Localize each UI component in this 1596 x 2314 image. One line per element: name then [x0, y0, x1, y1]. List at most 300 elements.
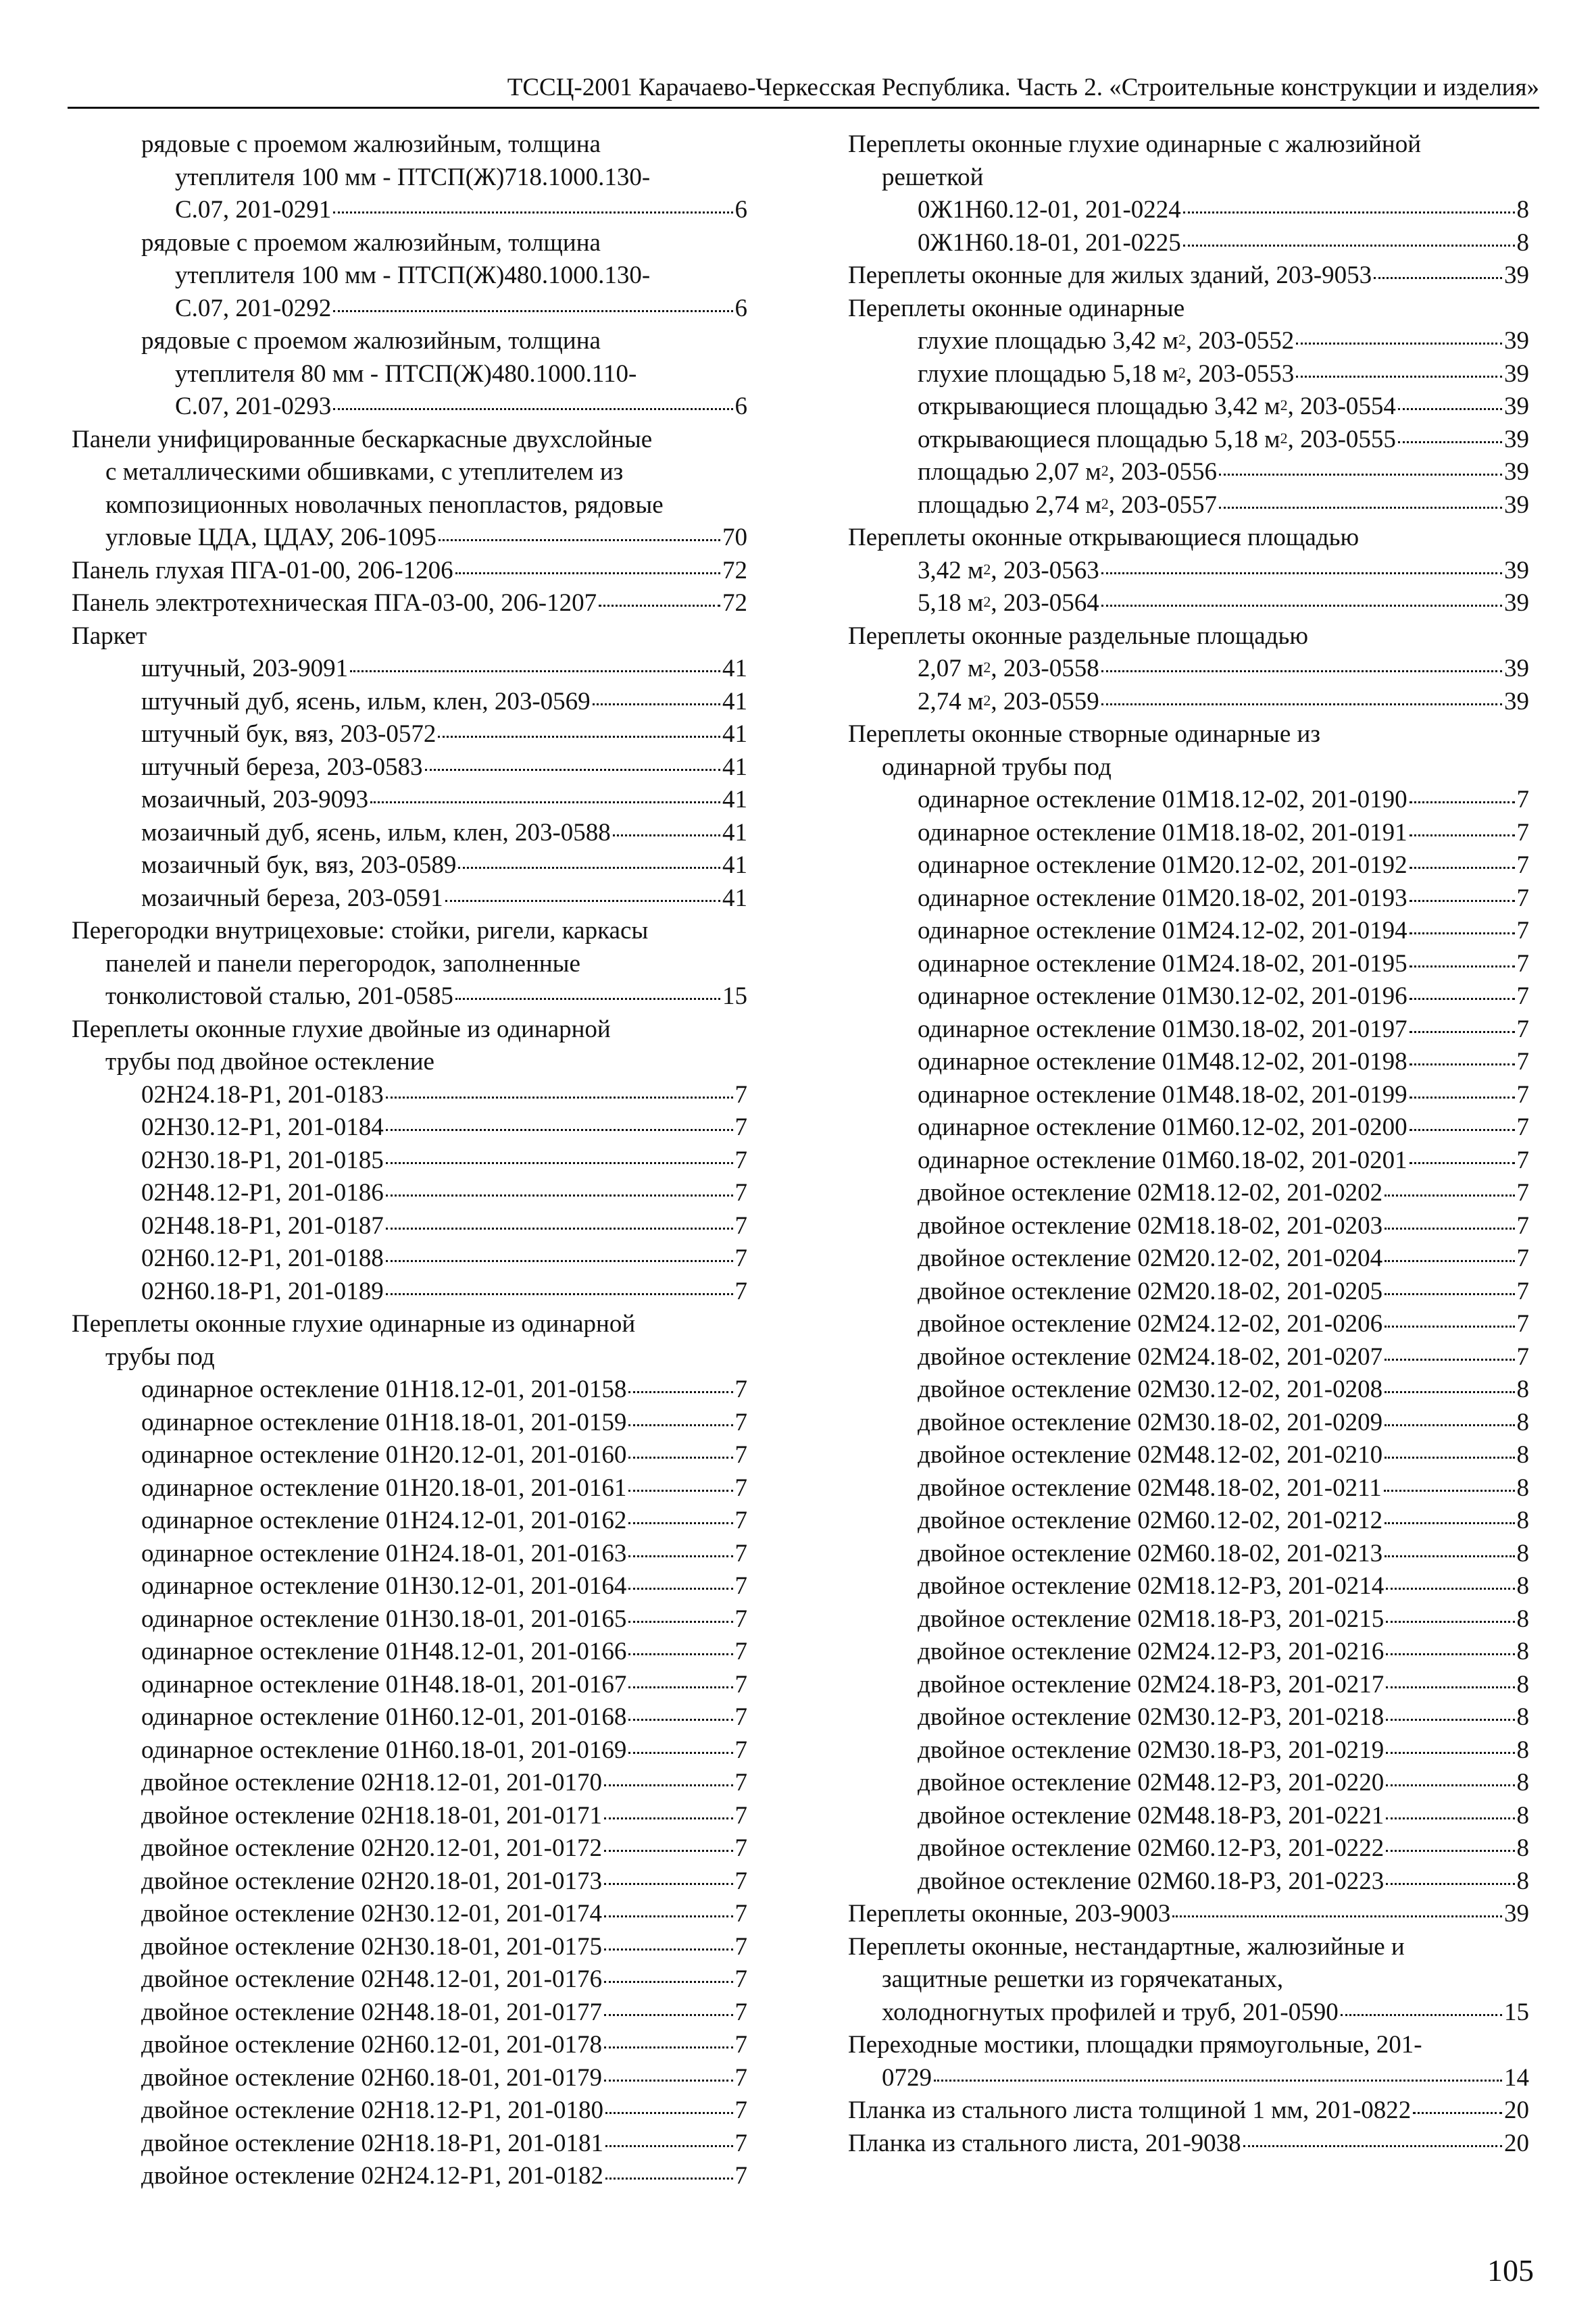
dot-leader [1385, 1555, 1514, 1557]
entry-text: одинарное остекление 01Н60.12-01, 201-0168 [141, 1703, 627, 1731]
index-entry [72, 1963, 747, 1996]
entry-page: 7 [734, 1801, 747, 1830]
index-entry [848, 194, 1529, 227]
dot-leader [1385, 1194, 1514, 1197]
index-entry [72, 2062, 747, 2095]
index-entry [72, 1538, 747, 1571]
index-entry [848, 980, 1529, 1013]
entry-page: 8 [1516, 1736, 1529, 1764]
index-entry [848, 587, 1529, 620]
dot-leader [628, 1555, 732, 1557]
dot-leader [386, 1097, 733, 1099]
dot-leader [1385, 1326, 1514, 1328]
entry-page: 7 [734, 1507, 747, 1534]
entry-text: одинарное остекление 01Н20.18-01, 201-0161 [141, 1474, 627, 1502]
entry-page: 7 [1516, 1310, 1529, 1338]
entry-text: двойное остекление 02М18.12-Р3, 201-0214 [918, 1572, 1385, 1600]
entry-page: 39 [1504, 359, 1529, 388]
dot-leader [604, 2014, 733, 2016]
index-entry [72, 227, 747, 326]
entry-text: двойное остекление 02Н24.12-Р1, 201-0182 [141, 2162, 604, 2190]
entry-text: 02Н30.18-Р1, 201-0185 [141, 1146, 384, 1174]
entry-page: 8 [1516, 1703, 1529, 1731]
entry-page: 41 [722, 687, 747, 715]
index-entry [848, 686, 1529, 719]
entry-page: 8 [1516, 1408, 1529, 1436]
entry-text: рядовые с проемом жалюзийным, толщина [141, 327, 601, 355]
entry-page: 7 [1516, 949, 1529, 978]
entry-page: 41 [722, 851, 747, 879]
index-entry [72, 555, 747, 588]
entry-text: одинарное остекление 01Н18.18-01, 201-0159 [141, 1408, 627, 1436]
index-entry [72, 1013, 747, 1079]
dot-leader [370, 801, 720, 803]
entry-page: 15 [1504, 1998, 1529, 2026]
index-entry [72, 1439, 747, 1472]
index-entry [848, 1832, 1529, 1865]
entry-page: 41 [722, 720, 747, 748]
entry-page: 8 [1516, 1801, 1529, 1830]
entry-text: 02Н48.12-Р1, 201-0186 [141, 1179, 384, 1207]
dot-leader [333, 310, 732, 312]
index-entry [848, 817, 1529, 850]
entry-text: одинарное остекление 01М24.12-02, 201-0194 [918, 917, 1407, 945]
entry-text: одинарное остекление 01Н48.12-01, 201-0166 [141, 1638, 627, 1665]
index-entry [848, 1046, 1529, 1079]
entry-page: 7 [1516, 1342, 1529, 1371]
entry-text: 02Н48.18-Р1, 201-0187 [141, 1211, 384, 1240]
dot-leader [1172, 1915, 1502, 1917]
entry-text: одинарное остекление 01Н20.12-01, 201-0160 [141, 1441, 627, 1469]
dot-leader [1219, 507, 1502, 509]
entry-text: 02Н24.18-Р1, 201-0183 [141, 1080, 384, 1109]
entry-text: рядовые с проемом жалюзийным, толщина [141, 228, 601, 257]
index-entry [848, 1931, 1529, 2030]
entry-page: 7 [734, 2031, 747, 2059]
dot-leader [1341, 2014, 1502, 2016]
entry-text: Планка из стального листа толщиной 1 мм, 201-0822 [848, 2096, 1412, 2124]
dot-leader [1385, 1293, 1514, 1295]
index-entry [72, 1996, 747, 2030]
entry-page: 7 [1516, 917, 1529, 945]
dot-leader [1410, 801, 1515, 803]
dot-leader [439, 539, 720, 541]
entry-text: одинарное остекление 01М60.12-02, 201-0200 [918, 1113, 1407, 1141]
dot-leader [604, 1948, 733, 1951]
entry-text: Панель электротехническая ПГА-03-00, 206-1207 [72, 589, 597, 617]
index-entry [848, 325, 1529, 358]
dot-leader [1296, 376, 1502, 378]
entry-text: одинарное остекление 01М20.12-02, 201-0192 [918, 851, 1407, 879]
entry-page: 8 [1516, 196, 1529, 224]
entry-page: 72 [722, 556, 747, 584]
index-entry [72, 1636, 747, 1669]
entry-page: 41 [722, 655, 747, 682]
dot-leader [604, 1883, 733, 1885]
entry-text: двойное остекление 02М48.18-02, 201-0211 [918, 1474, 1382, 1502]
index-entry [72, 1767, 747, 1800]
index-entry [848, 718, 1529, 784]
entry-text: мозаичный дуб, ясень, ильм, клен, 203-0588 [141, 818, 611, 847]
index-entry [72, 1832, 747, 1865]
index-entry [72, 1472, 747, 1505]
dot-leader [1410, 932, 1515, 934]
entry-text: одинарное остекление 01Н30.18-01, 201-0165 [141, 1605, 627, 1633]
entry-text: мозаичный, 203-9093 [141, 786, 369, 813]
entry-page: 7 [734, 1080, 747, 1109]
entry-page: 7 [734, 2162, 747, 2190]
dot-leader [604, 1784, 733, 1786]
entry-text: глухие площадью 3,42 $м^2$, 203-0552 [918, 327, 1295, 355]
entry-text: одинарное остекление 01Н60.18-01, 201-0169 [141, 1736, 627, 1764]
index-entry [848, 849, 1529, 882]
dot-leader [628, 1588, 732, 1590]
entry-text: утеплителя 80 мм - ПТСП(Ж)480.1000.110- [175, 359, 637, 388]
entry-text: 5,18 $м^2$, 203-0564 [918, 589, 1099, 617]
index-entry [848, 1800, 1529, 1833]
index-entry [72, 2128, 747, 2161]
entry-text: двойное остекление 02М48.12-02, 201-0210 [918, 1441, 1383, 1469]
index-entry [72, 1898, 747, 1931]
dot-leader [1385, 1424, 1514, 1426]
entry-text: двойное остекление 02М20.18-02, 201-0205 [918, 1277, 1383, 1305]
entry-text: утеплителя 100 мм - ПТСП(Ж)480.1000.130- [175, 261, 651, 289]
entry-page: 39 [1504, 425, 1529, 453]
entry-text: одинарное остекление 01М18.12-02, 201-0190 [918, 786, 1407, 813]
index-entry [848, 1210, 1529, 1243]
entry-page: 7 [734, 2129, 747, 2157]
index-entry [848, 1701, 1529, 1734]
entry-page: 7 [1516, 1277, 1529, 1305]
dot-leader [386, 1260, 733, 1262]
entry-page: 72 [722, 589, 747, 617]
dot-leader [1386, 1653, 1514, 1655]
entry-text: холодногнутых профилей и труб, 201-0590 [882, 1998, 1339, 2026]
dot-leader [1219, 474, 1502, 476]
entry-page: 8 [1516, 1507, 1529, 1534]
dot-leader [604, 2080, 733, 2082]
entry-text: мозаичный бук, вяз, 203-0589 [141, 851, 457, 879]
entry-page: 41 [722, 884, 747, 912]
dot-leader [1374, 277, 1502, 279]
dot-leader [628, 1424, 732, 1426]
entry-text: Переплеты оконные открывающиеся площадью [848, 524, 1360, 551]
index-entry [72, 1734, 747, 1767]
entry-text: двойное остекление 02М30.12-Р3, 201-0218 [918, 1703, 1385, 1731]
entry-text: двойное остекление 02М24.12-02, 201-0206 [918, 1310, 1383, 1338]
entry-text: 2,74 $м^2$, 203-0559 [918, 687, 1099, 715]
entry-text: одинарное остекление 01Н24.12-01, 201-0162 [141, 1507, 627, 1534]
entry-page: 7 [734, 1113, 747, 1141]
dot-leader [1101, 703, 1502, 705]
index-entry [848, 1669, 1529, 1702]
entry-page: 8 [1516, 1867, 1529, 1895]
index-entry [848, 555, 1529, 588]
index-entry [848, 259, 1529, 293]
entry-page: 39 [1504, 393, 1529, 420]
entry-text: двойное остекление 02М18.18-02, 201-0203 [918, 1211, 1383, 1240]
dot-leader [350, 670, 720, 672]
entry-text: Переплеты оконные глухие двойные из одинарной [72, 1015, 611, 1043]
entry-text: одинарное остекление 01Н48.18-01, 201-0167 [141, 1670, 627, 1699]
entry-text: двойное остекление 02М48.18-Р3, 201-0221 [918, 1801, 1385, 1830]
entry-text: двойное остекление 02М30.12-02, 201-0208 [918, 1376, 1383, 1403]
entry-text: одинарное остекление 01М48.12-02, 201-0198 [918, 1048, 1407, 1076]
dot-leader [628, 1752, 732, 1754]
entry-page: 70 [722, 524, 747, 551]
entry-page: 7 [1516, 1146, 1529, 1174]
entry-page: 15 [722, 982, 747, 1010]
entry-text: двойное остекление 02Н30.18-01, 201-0175 [141, 1932, 602, 1961]
entry-page: 20 [1504, 2096, 1529, 2124]
entry-page: 6 [734, 393, 747, 420]
entry-page: 7 [734, 1932, 747, 1961]
entry-page: 39 [1504, 589, 1529, 617]
index-entry [848, 2094, 1529, 2128]
entry-page: 7 [734, 1605, 747, 1633]
entry-page: 8 [1516, 1605, 1529, 1633]
entry-text: Паркет [72, 622, 147, 650]
entry-text: одинарное остекление 01М48.18-02, 201-0199 [918, 1080, 1407, 1109]
dot-leader [386, 1228, 733, 1230]
dot-leader [455, 572, 720, 574]
index-entry [848, 1636, 1529, 1669]
index-entry [848, 2029, 1529, 2094]
index-entry [72, 1800, 747, 1833]
dot-leader [604, 1850, 733, 1852]
index-entry [848, 1439, 1529, 1472]
index-entry [848, 522, 1529, 555]
dot-leader [628, 1490, 732, 1492]
index-entry [72, 686, 747, 719]
entry-text: Переплеты оконные створные одинарные из [848, 720, 1320, 748]
index-entry [848, 1505, 1529, 1538]
entry-text: панелей и панели перегородок, заполненные [105, 949, 580, 978]
dot-leader [1386, 1883, 1514, 1885]
entry-page: 7 [1516, 884, 1529, 912]
entry-text: двойное остекление 02М18.12-02, 201-0202 [918, 1179, 1383, 1207]
dot-leader [1386, 1621, 1514, 1623]
dot-leader [1243, 2145, 1502, 2147]
index-entry [72, 1308, 747, 1374]
entry-page: 7 [734, 1736, 747, 1764]
entry-page: 7 [734, 1146, 747, 1174]
entry-text: одинарной трубы под [882, 753, 1112, 781]
index-entry [848, 1111, 1529, 1145]
dot-leader [1386, 1719, 1514, 1721]
dot-leader [1410, 1031, 1515, 1033]
index-entry [72, 751, 747, 784]
index-entry [848, 1145, 1529, 1178]
dot-leader [628, 1621, 732, 1623]
index-entry [72, 2094, 747, 2128]
dot-leader [1410, 1063, 1515, 1065]
entry-text: рядовые с проемом жалюзийным, толщина [141, 130, 601, 158]
entry-text: двойное остекление 02М60.18-02, 201-0213 [918, 1539, 1383, 1567]
index-entry [72, 882, 747, 915]
dot-leader [613, 834, 720, 836]
index-entry [72, 424, 747, 555]
index-entry [848, 1374, 1529, 1407]
index-entry [848, 1013, 1529, 1047]
entry-page: 7 [734, 1965, 747, 1993]
entry-page: 7 [734, 1867, 747, 1895]
index-entry [848, 948, 1529, 981]
dot-leader [1385, 1391, 1514, 1393]
dot-leader [1183, 211, 1515, 213]
dot-leader [1385, 1522, 1514, 1524]
entry-text: 3,42 $м^2$, 203-0563 [918, 556, 1099, 584]
entry-page: 7 [1516, 1179, 1529, 1207]
index-entry [72, 1111, 747, 1145]
index-entry [848, 1242, 1529, 1276]
entry-page: 7 [1516, 1211, 1529, 1240]
entry-page: 8 [1516, 1441, 1529, 1469]
index-entry [72, 128, 747, 227]
entry-page: 41 [722, 753, 747, 781]
entry-page: 8 [1516, 1572, 1529, 1600]
entry-page: 8 [1516, 1376, 1529, 1403]
entry-text: Переплеты оконные для жилых зданий, 203-9053 [848, 261, 1372, 289]
entry-page: 39 [1504, 327, 1529, 355]
entry-page: 20 [1504, 2129, 1529, 2157]
entry-text: одинарное остекление 01М20.18-02, 201-0193 [918, 884, 1407, 912]
index-entry [848, 1079, 1529, 1112]
dot-leader [458, 867, 720, 869]
dot-leader [1385, 1228, 1514, 1230]
entry-text: площадью 2,07 $м^2$, 203-0556 [918, 458, 1218, 486]
entry-page: 8 [1516, 1769, 1529, 1796]
entry-text: трубы под [105, 1342, 215, 1371]
entry-text: двойное остекление 02М24.12-Р3, 201-0216 [918, 1638, 1385, 1665]
index-column-right [848, 128, 1529, 2160]
index-entry [848, 358, 1529, 391]
entry-page: 8 [1516, 1670, 1529, 1699]
dot-leader [1101, 605, 1502, 607]
dot-leader [386, 1293, 733, 1295]
index-entry [72, 849, 747, 882]
entry-text: 0Ж1Н60.12-01, 201-0224 [918, 196, 1181, 224]
entry-text: с металлическими обшивками, с утеплителем из [105, 458, 624, 486]
index-entry [72, 1145, 747, 1178]
entry-text: 02Н60.12-Р1, 201-0188 [141, 1244, 384, 1272]
entry-text: Панель глухая ПГА-01-00, 206-1206 [72, 556, 453, 584]
index-entry [848, 1276, 1529, 1309]
dot-leader [386, 1162, 733, 1164]
index-entry [72, 1407, 747, 1440]
entry-text: штучный дуб, ясень, ильм, клен, 203-0569 [141, 687, 591, 715]
dot-leader [599, 605, 720, 607]
entry-page: 6 [734, 294, 747, 322]
index-entry [72, 653, 747, 686]
entry-page: 14 [1504, 2063, 1529, 2092]
dot-leader [333, 211, 732, 213]
dot-leader [1386, 1817, 1514, 1819]
dot-leader [445, 900, 720, 902]
index-entry [848, 1538, 1529, 1571]
index-entry [72, 1210, 747, 1243]
entry-page: 39 [1504, 1900, 1529, 1928]
entry-page: 7 [734, 2096, 747, 2124]
entry-text: 0Ж1Н60.18-01, 201-0225 [918, 228, 1181, 257]
entry-text: двойное остекление 02Н30.12-01, 201-0174 [141, 1900, 602, 1928]
entry-text: двойное остекление 02Н48.18-01, 201-0177 [141, 1998, 602, 2026]
index-entry [72, 1374, 747, 1407]
entry-page: 7 [1516, 851, 1529, 879]
entry-page: 8 [1516, 228, 1529, 257]
entry-text: одинарное остекление 01М24.18-02, 201-0195 [918, 949, 1407, 978]
dot-leader [1410, 998, 1515, 1000]
index-entry [848, 391, 1529, 424]
entry-text: одинарное остекление 01М18.18-02, 201-0191 [918, 818, 1407, 847]
entry-text: двойное остекление 02М60.12-02, 201-0212 [918, 1507, 1383, 1534]
index-entry [72, 1865, 747, 1898]
entry-text: 02Н30.12-Р1, 201-0184 [141, 1113, 384, 1141]
entry-page: 39 [1504, 655, 1529, 682]
entry-text: штучный, 203-9091 [141, 655, 349, 682]
dot-leader [1385, 1457, 1514, 1459]
entry-page: 7 [1516, 1048, 1529, 1076]
index-entry [848, 1570, 1529, 1603]
index-entry [848, 1767, 1529, 1800]
dot-leader [1386, 1686, 1514, 1688]
index-entry [848, 2128, 1529, 2161]
entry-text: тонколистовой сталью, 201-0585 [105, 982, 453, 1010]
dot-leader [604, 1817, 733, 1819]
entry-page: 7 [734, 1703, 747, 1731]
entry-text: угловые ЦДА, ЦДАУ, 206-1095 [105, 524, 437, 551]
dot-leader [604, 2046, 733, 2048]
entry-text: двойное остекление 02М60.12-Р3, 201-0222 [918, 1834, 1385, 1862]
dot-leader [628, 1686, 732, 1688]
entry-page: 7 [1516, 982, 1529, 1010]
entry-text: двойное остекление 02Н60.18-01, 201-0179 [141, 2063, 602, 2092]
entry-text: 2,07 $м^2$, 203-0558 [918, 655, 1099, 682]
entry-text: двойное остекление 02Н48.12-01, 201-0176 [141, 1965, 602, 1993]
entry-text: одинарное остекление 01М60.18-02, 201-0201 [918, 1146, 1407, 1174]
entry-text: открывающиеся площадью 3,42 $м^2$, 203-0554 [918, 393, 1396, 420]
dot-leader [1398, 441, 1502, 443]
entry-text: двойное остекление 02М18.18-Р3, 201-0215 [918, 1605, 1385, 1633]
entry-text: двойное остекление 02М24.18-Р3, 201-0217 [918, 1670, 1385, 1699]
index-entry [72, 1603, 747, 1636]
index-entry [72, 1570, 747, 1603]
index-entry [72, 1505, 747, 1538]
entry-page: 7 [734, 1900, 747, 1928]
index-entry [848, 128, 1529, 194]
entry-text: мозаичный береза, 203-0591 [141, 884, 443, 912]
entry-text: одинарное остекление 01М30.18-02, 201-0197 [918, 1015, 1407, 1043]
entry-page: 7 [734, 1244, 747, 1272]
index-entry [848, 915, 1529, 948]
entry-text: двойное остекление 02Н18.12-Р1, 201-0180 [141, 2096, 604, 2124]
entry-text: решеткой [882, 163, 984, 191]
entry-text: двойное остекление 02Н20.12-01, 201-0172 [141, 1834, 602, 1862]
entry-page: 7 [734, 1179, 747, 1207]
entry-page: 7 [734, 1277, 747, 1305]
entry-page: 8 [1516, 1834, 1529, 1862]
entry-text: двойное остекление 02М24.18-02, 201-0207 [918, 1342, 1383, 1371]
dot-leader [1386, 1752, 1514, 1754]
index-entry [848, 227, 1529, 260]
dot-leader [1413, 2112, 1502, 2114]
entry-text: 02Н60.18-Р1, 201-0189 [141, 1277, 384, 1305]
entry-page: 39 [1504, 687, 1529, 715]
entry-text: 0729 [882, 2063, 932, 2092]
dot-leader [1386, 1784, 1514, 1786]
entry-text: двойное остекление 02М48.12-Р3, 201-0220 [918, 1769, 1385, 1796]
index-entry [848, 424, 1529, 457]
